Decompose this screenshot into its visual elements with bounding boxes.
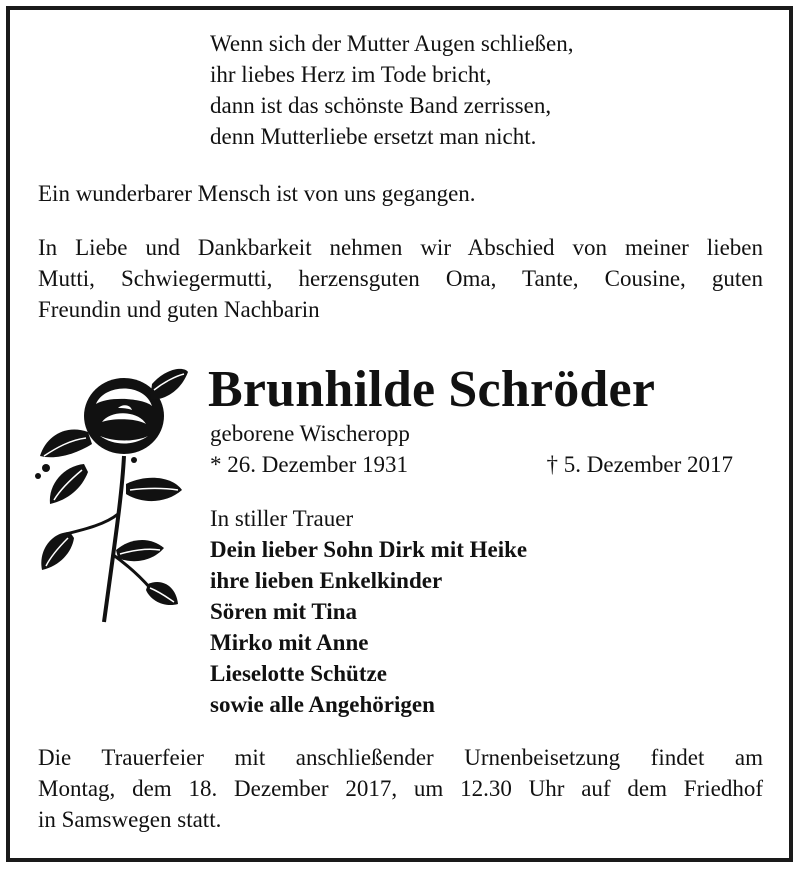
funeral-line: Montag, dem 18. Dezember 2017, um 12.30 Uhr auf dem Friedhof [38, 776, 763, 801]
funeral-line: Die Trauerfeier mit anschließender Urnenbeisetzung findet am [38, 745, 763, 770]
mourner-line: Lieselotte Schütze [210, 661, 387, 686]
intro-sentence: Ein wunderbarer Mensch ist von uns gegangen. [38, 181, 476, 206]
mourning-intro: In stiller Trauer [210, 506, 354, 531]
birth-date: * 26. Dezember 1931 [210, 452, 408, 477]
farewell-line: In Liebe und Dankbarkeit nehmen wir Abschied von meiner lieben [38, 235, 763, 260]
funeral-line: in Samswegen statt. [38, 807, 222, 832]
poem-line: ihr liebes Herz im Tode bricht, [210, 62, 492, 87]
mourner-line: sowie alle Angehörigen [210, 692, 435, 717]
farewell-line: Mutti, Schwiegermutti, herzensguten Oma, Tante, Cousine, guten [38, 266, 763, 291]
farewell-paragraph [38, 232, 763, 325]
birth-name: geborene Wischeropp [210, 421, 410, 446]
farewell-line: Freundin und guten Nachbarin [38, 297, 320, 322]
mourners-block [210, 503, 527, 720]
deceased-name: Brunhilde Schröder [208, 361, 656, 418]
poem-line: dann ist das schönste Band zerrissen, [210, 93, 552, 118]
mourner-line: Mirko mit Anne [210, 630, 369, 655]
memorial-poem [210, 28, 574, 152]
rose-icon [26, 364, 196, 626]
mourner-line: Dein lieber Sohn Dirk mit Heike [210, 537, 528, 562]
mourner-line: Sören mit Tina [210, 599, 357, 624]
funeral-paragraph [38, 742, 763, 835]
mourner-line: ihre lieben Enkelkinder [210, 568, 443, 593]
poem-line: Wenn sich der Mutter Augen schließen, [210, 31, 574, 56]
death-date: † 5. Dezember 2017 [546, 452, 733, 477]
poem-line: denn Mutterliebe ersetzt man nicht. [210, 124, 537, 149]
